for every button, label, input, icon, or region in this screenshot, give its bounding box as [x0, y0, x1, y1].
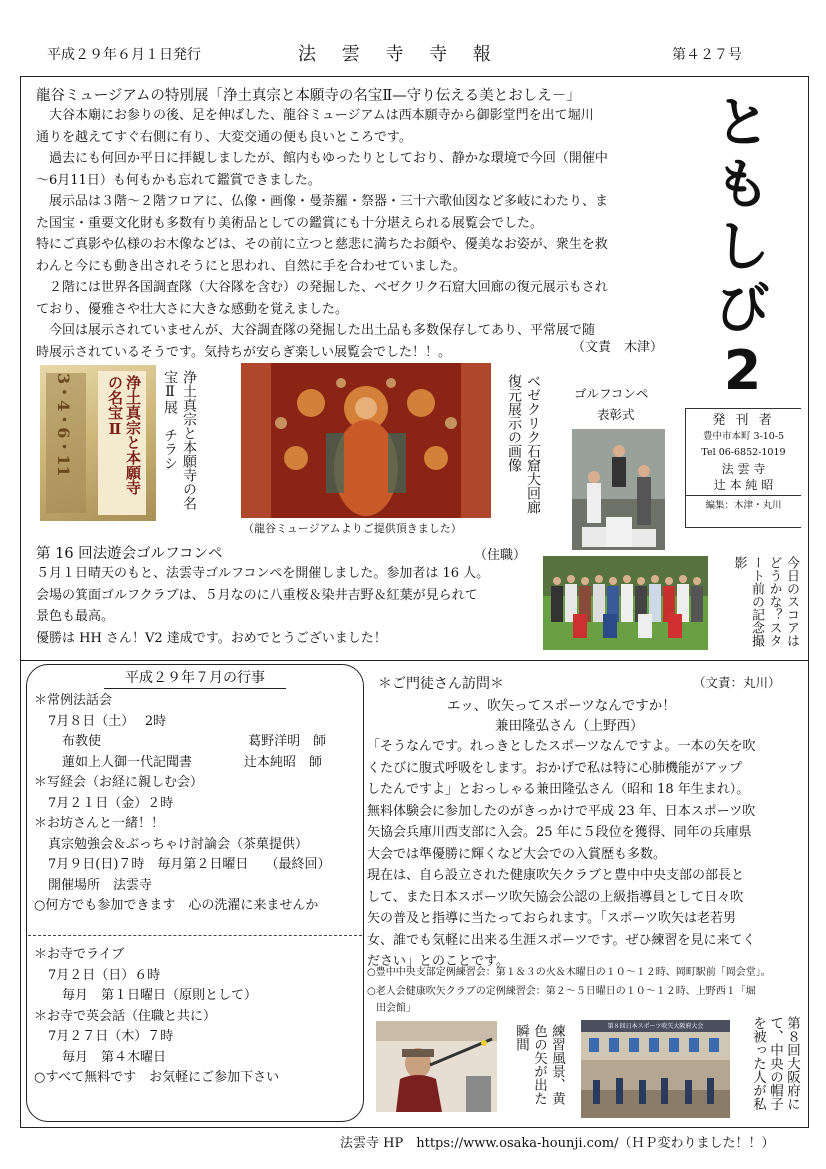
- article2-body: [36, 563, 546, 649]
- article2-line: 優勝は HH さん！V2 達成です。おめでとうございました！: [36, 630, 387, 646]
- practice-scene: [376, 1021, 497, 1112]
- golf-group-photo: [543, 556, 708, 650]
- article3-line: 無料体験会に参加したのがきっかけで平成 23 年、日本スポーツ吹: [367, 803, 756, 819]
- flyer-caption: 浄土真宗と本願寺の名宝Ⅱ展 チラシ: [162, 370, 197, 510]
- schedule-line: ＊常例法話会: [34, 693, 113, 708]
- masthead: [686, 92, 799, 410]
- bezeklik-mural-image: [241, 363, 491, 518]
- article1-line: ～6月11日）も何もかも忘れて鑑賞できました。: [36, 172, 321, 188]
- schedule-line: ＊お坊さんと一緒！！: [34, 816, 165, 831]
- schedule-line: 7月２７日（木）７時: [48, 1029, 174, 1044]
- tournament-scene: [581, 1020, 730, 1118]
- golf-award-caption-1: ゴルフコンペ: [574, 386, 649, 401]
- group-photo: [543, 556, 708, 650]
- article3-line: して、また日本スポーツ吹矢協会公認の上級指導員として日々吹: [367, 889, 744, 905]
- article1-credit: （文責 木津）: [572, 340, 664, 355]
- masthead-char: も: [715, 153, 770, 216]
- article3-credit: （文責：丸川）: [693, 675, 781, 690]
- article2-heading: 第 16 回法遊会ゴルフコンペ: [36, 546, 223, 562]
- article3-line: 矢の普及と指導に当たっておられます。「スポーツ吹矢は老若男: [367, 911, 736, 926]
- note-3: 田会館」: [376, 1003, 416, 1014]
- flyer-dates: 3・4・6・11: [54, 373, 73, 477]
- schedule-line: ○すべて無料です お気軽にご参加下さい: [34, 1070, 280, 1085]
- publisher-box: [685, 408, 801, 528]
- article1-line: 通りを越えてすぐ右側に有り、大変交通の便も良いところです。: [36, 129, 412, 145]
- article1-line: 今回は展示されていませんが、大谷調査隊の発掘した出土品も多数保存してあり、平常展で随: [36, 323, 596, 338]
- note-2: ○老人会健康吹矢クラブの定例練習会：第２～５日曜日の１０～１２時、上野西１「堀: [367, 986, 756, 997]
- schedule-line: 7月２日（日）６時: [48, 967, 161, 983]
- publisher-name: 辻 本 純 昭: [713, 478, 774, 492]
- article1-line: ２階には世界各国調査隊（大谷隊を含む）の発掘した、ベゼクリク石窟大回廊の復元展示もされ: [36, 280, 608, 295]
- note-1: ○豊中中央支部定例練習会：第１＆３の火＆木曜日の１０～１２時、岡町駅前「岡会堂」。: [367, 967, 771, 978]
- article3-line: ださい」とのことです。: [367, 954, 509, 969]
- footer-link[interactable]: 法雲寺 HP https://www.osaka-hounji.com/（ＨＰ変わりました！！）: [340, 1136, 775, 1151]
- article1-line: 特にご真影や仏様のお木像などは、その前に立つと慈悲に満ちたお顔や、優美なお姿が、衆生を救: [36, 237, 608, 252]
- article2-line: 景色も最高。: [36, 609, 115, 624]
- schedule-list-1: [34, 691, 364, 917]
- golf-group-caption: 今日のスコアはどうかな？スタート前の記念撮影: [731, 556, 799, 647]
- schedule-line: 布教使 葛野洋明 師: [62, 734, 327, 749]
- schedule-line: 7月９日(日)７時 毎月第２日曜日 （最終回）: [48, 857, 331, 872]
- article3-line: 矢協会兵庫川西支部に入会。25 年に５段位を獲得、同年の兵庫県: [367, 825, 752, 840]
- article3-line: 「そうなんです。れっきとしたスポーツなんですよ。一本の矢を吹: [367, 739, 756, 754]
- article1-line: 大谷本廟にお参りの後、足を伸ばした、龍谷ミュージアムは西本願寺から御影堂門を出て堀川: [36, 108, 594, 123]
- publisher-address: 豊中市本町 3-10-5: [702, 431, 785, 442]
- mural-credit: （龍谷ミュージアムよりご提供頂きました）: [243, 522, 462, 535]
- article2-line: 会場の箕面ゴルフクラブは、５月なのに八重桜＆染井吉野＆紅葉が見られて: [36, 587, 478, 603]
- article3-line: したんですよ」とおっしゃる兼田隆弘さん（昭和 18 年生まれ）。: [367, 782, 750, 797]
- issue-date: 平成２９年６月１日発行: [47, 47, 201, 63]
- schedule-line: 蓮如上人御一代記聞書 辻本純昭 師: [62, 754, 323, 770]
- schedule-line: 開催場所 法雲寺: [48, 877, 153, 893]
- schedule-line: ＊お寺で英会話（住職と共に）: [34, 1008, 217, 1024]
- article1-line: わんと今にも動き出されそうにと思われ、自然に手を合わせていました。: [36, 258, 466, 274]
- article3-line: くたびに腹式呼吸をします。おかげで私は特に心肺機能がアップ: [367, 760, 743, 776]
- tournament-banner-text: 第８回日本スポーツ吹矢大阪府大会: [607, 1023, 704, 1030]
- article3-line: 大会では準優勝に輝くなど大会での入賞歴も多数。: [367, 846, 667, 862]
- schedule-title: 平成２９年７月の行事: [104, 667, 286, 689]
- newsletter-title: 法 雲 寺 寺 報: [298, 44, 501, 65]
- schedule-line: ○何方でも参加できます 心の洗濯に来ませんか: [34, 898, 319, 913]
- publisher-tel: Tel 06-6852-1019: [701, 447, 786, 458]
- article1-line: た国宝・重要文化財も多数有り美術品としての鑑賞にも十分堪えられる展覧会でした。: [36, 215, 544, 231]
- tournament-caption: 第８回大阪府にて、中央の帽子を被った人が私: [750, 1016, 800, 1111]
- schedule-line: 7月８日（土） 2時: [48, 713, 167, 729]
- article3-subtitle: エッ、吹矢ってスポーツなんですか！: [447, 698, 676, 714]
- golf-award-photo: [572, 429, 665, 550]
- schedule-line: 7月２１日（金）２時: [48, 795, 174, 811]
- schedule-line: 真宗勉強会＆ぶっちゃけ討論会（茶菓提供）: [48, 836, 309, 852]
- article3-line: 現在は、自ら設立された健康吹矢クラブと豊中中央支部の部長と: [367, 868, 745, 883]
- mural-figures: [241, 363, 491, 518]
- tournament-photo: [581, 1020, 730, 1118]
- article2-credit: （住職）: [474, 548, 527, 563]
- article1-line: ており、優雅さや壮大さに大きな感動を覚えました。: [36, 301, 349, 317]
- publisher-temple: 法 雲 寺: [721, 462, 766, 476]
- masthead-char: と: [715, 91, 770, 154]
- article1-heading: 龍谷ミュージアムの特別展「浄土真宗と本願寺の名宝Ⅱ—守り伝える美とおしえ－」: [36, 88, 581, 104]
- publisher-label: 発 刊 者: [712, 413, 775, 428]
- mural-caption: ベゼクリク石窟大回廊復元展示の画像: [506, 374, 541, 514]
- masthead-char: 2: [723, 339, 762, 402]
- schedule-line: 毎月 第４木曜日: [62, 1049, 167, 1065]
- flyer-title-text: 浄土真宗と本願寺の名宝Ⅱ: [106, 375, 142, 495]
- schedule-line: ＊写経会（お経に親しむ会）: [34, 775, 204, 790]
- golf-award-caption-2: 表彰式: [597, 407, 635, 422]
- article2-line: ５月１日晴天のもと、法雲寺ゴルフコンペを開催しました。参加者は 16 人。: [36, 566, 490, 581]
- schedule-line: ＊お寺でライブ: [34, 947, 125, 962]
- award-podium: [572, 429, 665, 550]
- schedule-list-2: [34, 945, 364, 1089]
- schedule-divider: [28, 935, 362, 936]
- editors: 編集：木津・丸川: [686, 495, 801, 514]
- practice-photo: [376, 1021, 497, 1112]
- masthead-char: し: [715, 215, 770, 278]
- article1-line: 過去にも何回か平日に拝観しましたが、館内もゆったりとしており、静かな環境で今回（開催中: [36, 151, 608, 166]
- article1-body: [36, 105, 680, 363]
- article3-heading: ＊ご門徒さん訪問＊: [378, 676, 504, 692]
- article1-line: 展示品は３階～２階フロアに、仏像・画像・曼荼羅・祭器・三十六歌仙図など多岐にわたり、ま: [36, 194, 609, 209]
- masthead-char: び: [715, 277, 770, 340]
- article3-person: 兼田隆弘さん（上野西）: [495, 718, 644, 734]
- article1-line: 時展示されているそうです。気持ちが安らぎ楽しい展覧会でした！！。: [36, 344, 451, 360]
- article3-body: [367, 736, 803, 973]
- schedule-line: 毎月 第１日曜日（原則として）: [62, 988, 258, 1003]
- practice-caption: 練習風景、黄色の矢が出た瞬間: [513, 1024, 565, 1105]
- article3-line: 女、誰でも気軽に出来る生涯スポーツです。ぜひ練習を見に来てく: [367, 932, 756, 948]
- exhibition-flyer-image: [40, 365, 156, 521]
- issue-number: 第４２７号: [672, 47, 742, 63]
- masthead-title: [686, 92, 799, 402]
- section-divider: [20, 660, 809, 661]
